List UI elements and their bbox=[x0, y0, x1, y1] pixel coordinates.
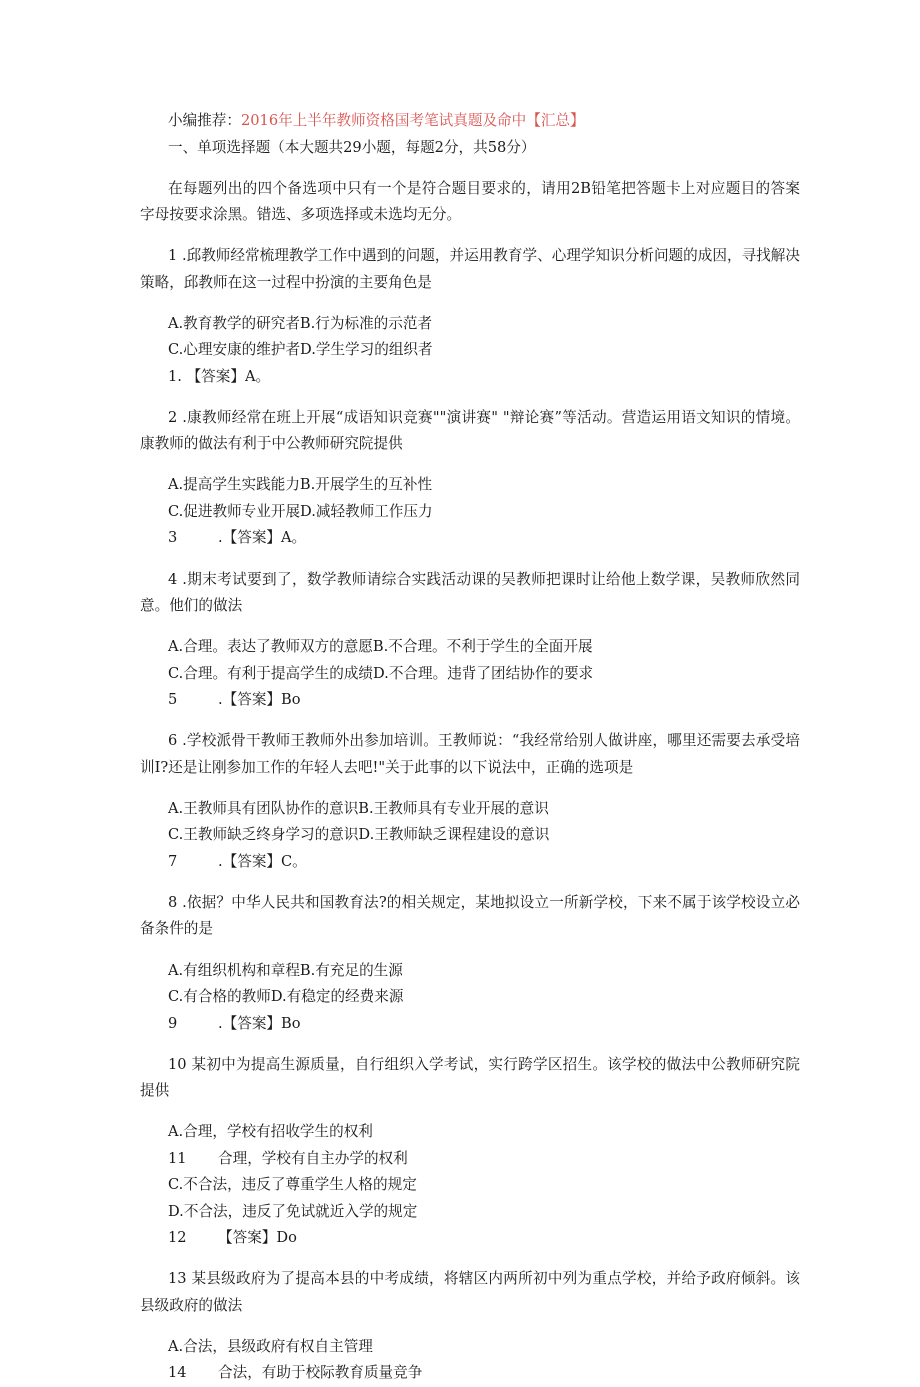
question-item bbox=[140, 1011, 800, 1038]
item-number: 2 bbox=[168, 408, 183, 426]
option-line: A.合法，县级政府有权自主管理 bbox=[168, 1337, 373, 1355]
question-item bbox=[140, 687, 800, 714]
item-text: .依据？中华人民共和国教育法?的相关规定，某地拟设立一所新学校，下来不属于该学校设立必备条件的是 bbox=[140, 893, 800, 938]
option-line: A.王教师具有团队协作的意识B.王教师具有专业开展的意识 bbox=[168, 799, 549, 817]
item-text: .期末考试要到了，数学教师请综合实践活动课的吴教师把课时让给他上数学课，吴教师欣然同意。他们的做法 bbox=[140, 570, 800, 615]
option-line: A.有组织机构和章程B.有充足的生源 bbox=[168, 961, 403, 979]
question-item bbox=[140, 525, 800, 552]
question-item bbox=[140, 243, 800, 296]
instructions: 在每题列出的四个备选项中只有一个是符合题目要求的，请用2B铅笔把答题卡上对应题目的答案字母按要求涂黑。错选、多项选择或未选均无分。 bbox=[140, 179, 800, 224]
option-line: A.提高学生实践能力B.开展学生的互补性 bbox=[168, 476, 433, 494]
item-text: 某初中为提高生源质量，自行组织入学考试，实行跨学区招生。该学校的做法中公教师研究院提供 bbox=[140, 1055, 800, 1100]
recommend-label: 小编推荐： bbox=[168, 112, 241, 129]
item-number: 13 bbox=[168, 1270, 192, 1288]
option-line: C.不合法，违反了尊重学生人格的规定 bbox=[168, 1176, 417, 1194]
item-text: .【答案】Bo bbox=[218, 1014, 301, 1032]
item-number: 9 bbox=[168, 1014, 178, 1032]
item-number: 4 bbox=[168, 570, 183, 588]
question-item bbox=[140, 1052, 800, 1105]
question-item bbox=[140, 728, 800, 781]
question-item bbox=[140, 405, 800, 458]
question-item bbox=[140, 567, 800, 620]
item-text: 【答案】A。 bbox=[186, 367, 271, 385]
question-item bbox=[140, 849, 800, 876]
question-list bbox=[140, 243, 800, 1387]
section-title: 一、单项选择题（本大题共29小题，每题2分，共58分） bbox=[168, 138, 536, 156]
item-text: .【答案】A。 bbox=[218, 529, 307, 547]
question-item bbox=[140, 1266, 800, 1319]
item-number: 1. bbox=[168, 367, 187, 385]
item-number: 11 bbox=[168, 1149, 187, 1167]
item-text: .邱教师经常梳理教学工作中遇到的问题，并运用教育学、心理学知识分析问题的成因，寻找解决策略，邱教师在这一过程中扮演的主要角色是 bbox=[140, 247, 800, 291]
question-item bbox=[140, 1146, 800, 1173]
option-line: D.不合法，违反了免试就近入学的规定 bbox=[168, 1202, 418, 1220]
item-text: .【答案】Bo bbox=[218, 691, 301, 709]
item-text: 合理，学校有自主办学的权利 bbox=[218, 1149, 408, 1167]
question-item bbox=[140, 1225, 800, 1252]
option-line: A.教育教学的研究者B.行为标准的示范者 bbox=[168, 314, 433, 332]
item-number: 7 bbox=[168, 852, 178, 870]
question-item bbox=[140, 1360, 800, 1387]
item-number: 12 bbox=[168, 1229, 187, 1247]
item-number: 8 bbox=[168, 893, 183, 911]
item-text: .学校派骨干教师王教师外出参加培训。王教师说：“我经常给别人做讲座，哪里还需要去承受培训I?还是让刚参加工作的年轻人去吧!"关于此事的以下说法中，正确的选项是 bbox=[140, 732, 800, 776]
option-line: C.促进教师专业开展D.减轻教师工作压力 bbox=[168, 502, 433, 520]
item-number: 6 bbox=[168, 732, 183, 750]
recommend-link[interactable]: 2016年上半年教师资格国考笔试真题及命中【汇总】 bbox=[240, 112, 585, 129]
item-number: 1 bbox=[168, 247, 182, 265]
item-number: 5 bbox=[168, 691, 178, 709]
option-line: A.合理。表达了教师双方的意愿B.不合理。不利于学生的全面开展 bbox=[168, 638, 593, 656]
item-text: 合法，有助于校际教育质量竞争 bbox=[218, 1364, 423, 1382]
option-line: C.合理。有利于提高学生的成绩D.不合理。违背了团结协作的要求 bbox=[168, 664, 594, 682]
question-item bbox=[140, 364, 800, 391]
question-item bbox=[140, 890, 800, 943]
item-text: .【答案】C。 bbox=[218, 852, 307, 870]
option-line: C.有合格的教师D.有稳定的经费来源 bbox=[168, 988, 404, 1006]
option-line: A.合理，学校有招收学生的权利 bbox=[168, 1123, 373, 1141]
document-page bbox=[140, 108, 800, 1387]
item-number: 10 bbox=[168, 1055, 192, 1073]
item-number: 3 bbox=[168, 529, 178, 547]
option-line: C.王教师缺乏终身学习的意识D.王教师缺乏课程建设的意识 bbox=[168, 826, 550, 844]
item-text: .康教师经常在班上开展“成语知识竞赛""演讲赛" "辩论赛”等活动。营造运用语文知识的情境。康教师的做法有利于中公教师研究院提供 bbox=[140, 408, 800, 453]
recommend-line bbox=[140, 108, 800, 135]
item-text: 【答案】Do bbox=[218, 1229, 297, 1247]
item-number: 14 bbox=[168, 1364, 187, 1382]
item-text: 某县级政府为了提高本县的中考成绩，将辖区内两所初中列为重点学校，并给予政府倾斜。该县级政府的做法 bbox=[140, 1270, 800, 1314]
option-line: C.心理安康的维护者D.学生学习的组织者 bbox=[168, 341, 433, 359]
